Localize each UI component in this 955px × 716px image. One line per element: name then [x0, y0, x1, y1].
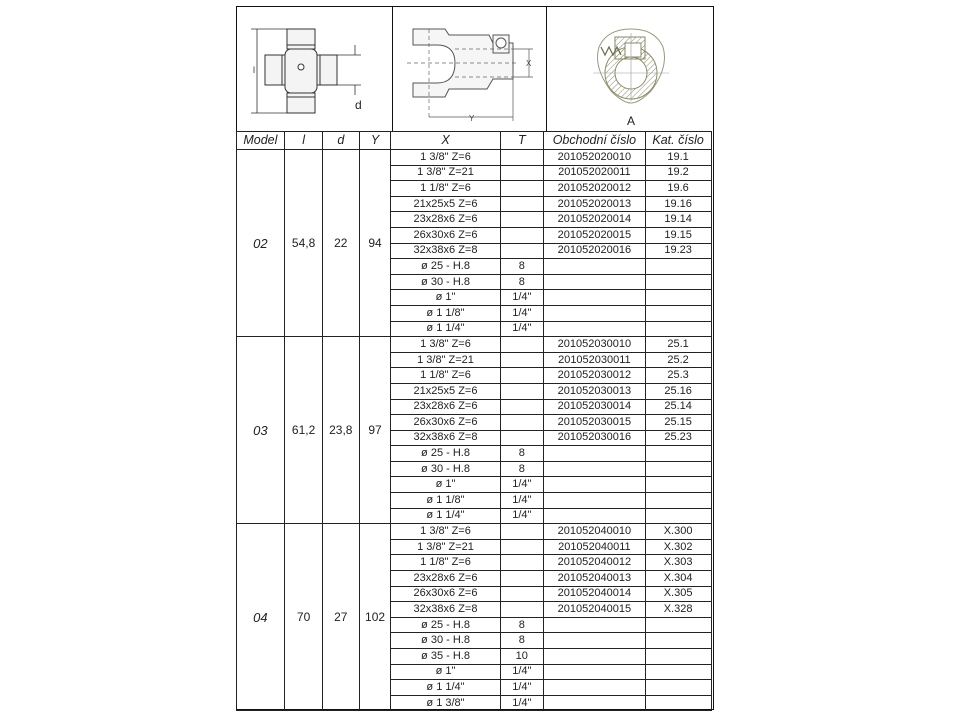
x-cell: ø 1" — [391, 664, 500, 680]
catalog-number-cell: 19.1 — [645, 150, 711, 166]
catalog-number-cell: 25.1 — [645, 337, 711, 353]
catalog-number-cell: 25.15 — [645, 415, 711, 431]
header-order-number: Obchodní číslo — [544, 132, 646, 150]
label-d: d — [355, 98, 362, 112]
order-number-cell — [544, 446, 646, 462]
group-model-cell: 04 — [236, 524, 285, 711]
t-cell — [500, 368, 544, 384]
order-number-cell: 201052030014 — [544, 399, 646, 415]
t-cell — [500, 243, 544, 259]
x-cell: ø 1 1/8" — [391, 493, 500, 509]
catalog-number-cell: 19.15 — [645, 227, 711, 243]
order-number-cell — [544, 649, 646, 665]
t-cell — [500, 415, 544, 431]
group-d-cell: 22 — [322, 150, 359, 337]
x-cell: 1 3/8" Z=21 — [391, 352, 500, 368]
catalog-number-cell: 19.14 — [645, 212, 711, 228]
t-cell: 10 — [500, 649, 544, 665]
x-cell: ø 1 3/8" — [391, 695, 500, 711]
catalog-number-cell: 19.2 — [645, 165, 711, 181]
t-cell — [500, 524, 544, 540]
x-cell: 26x30x6 Z=6 — [391, 586, 500, 602]
x-cell: ø 30 - H.8 — [391, 274, 500, 290]
order-number-cell: 201052040011 — [544, 539, 646, 555]
order-number-cell — [544, 695, 646, 711]
order-number-cell: 201052020015 — [544, 227, 646, 243]
x-cell: 1 3/8" Z=6 — [391, 337, 500, 353]
t-cell — [500, 150, 544, 166]
cross-joint-icon — [237, 7, 391, 131]
t-cell — [500, 571, 544, 587]
group-l-cell: 61,2 — [285, 337, 323, 524]
group-y-cell: 94 — [359, 150, 391, 337]
group-l-cell: 54,8 — [285, 150, 323, 337]
order-number-cell — [544, 680, 646, 696]
t-cell: 1/4" — [500, 290, 544, 306]
x-cell: 26x30x6 Z=6 — [391, 415, 500, 431]
t-cell — [500, 196, 544, 212]
group-y-cell: 102 — [359, 524, 391, 711]
order-number-cell: 201052040012 — [544, 555, 646, 571]
x-cell: 32x38x6 Z=8 — [391, 430, 500, 446]
catalog-number-cell — [645, 446, 711, 462]
order-number-cell — [544, 290, 646, 306]
catalog-number-cell: 25.14 — [645, 399, 711, 415]
t-cell — [500, 383, 544, 399]
order-number-cell — [544, 493, 646, 509]
group-d-cell: 27 — [322, 524, 359, 711]
order-number-cell: 201052020011 — [544, 165, 646, 181]
t-cell — [500, 212, 544, 228]
x-cell: 32x38x6 Z=8 — [391, 602, 500, 618]
t-cell — [500, 227, 544, 243]
catalog-number-cell: X.300 — [645, 524, 711, 540]
catalog-number-cell — [645, 617, 711, 633]
t-cell: 1/4" — [500, 321, 544, 337]
yoke-icon — [393, 7, 545, 131]
t-cell: 1/4" — [500, 695, 544, 711]
t-cell — [500, 337, 544, 353]
group-y-cell: 97 — [359, 337, 391, 524]
order-number-cell — [544, 274, 646, 290]
cross-joint-drawing — [237, 7, 393, 132]
t-cell — [500, 352, 544, 368]
header-x: X — [391, 132, 500, 150]
catalog-number-cell — [645, 493, 711, 509]
t-cell: 8 — [500, 617, 544, 633]
catalog-number-cell — [645, 695, 711, 711]
header-y: Y — [359, 132, 391, 150]
x-cell: ø 25 - H.8 — [391, 446, 500, 462]
catalog-number-cell: X.328 — [645, 602, 711, 618]
x-cell: 1 3/8" Z=21 — [391, 539, 500, 555]
table-header — [236, 132, 711, 150]
catalog-number-cell: X.304 — [645, 571, 711, 587]
catalog-number-cell: 25.23 — [645, 430, 711, 446]
x-cell: 23x28x6 Z=6 — [391, 571, 500, 587]
order-number-cell: 201052020013 — [544, 196, 646, 212]
t-cell — [500, 430, 544, 446]
group-model-cell: 03 — [236, 337, 285, 524]
order-number-cell: 201052040014 — [544, 586, 646, 602]
order-number-cell: 201052030015 — [544, 415, 646, 431]
order-number-cell: 201052040010 — [544, 524, 646, 540]
order-number-cell: 201052020014 — [544, 212, 646, 228]
x-cell: ø 1" — [391, 477, 500, 493]
t-cell — [500, 555, 544, 571]
x-cell: ø 25 - H.8 — [391, 259, 500, 275]
catalog-number-cell — [645, 259, 711, 275]
catalog-number-cell — [645, 477, 711, 493]
t-cell: 8 — [500, 461, 544, 477]
header-t: T — [500, 132, 544, 150]
catalog-number-cell — [645, 680, 711, 696]
order-number-cell — [544, 664, 646, 680]
order-number-cell — [544, 617, 646, 633]
order-number-cell: 201052020016 — [544, 243, 646, 259]
x-cell: ø 1 1/8" — [391, 305, 500, 321]
x-cell: ø 1 1/4" — [391, 321, 500, 337]
order-number-cell: 201052030016 — [544, 430, 646, 446]
catalog-number-cell — [645, 321, 711, 337]
group-l-cell: 70 — [285, 524, 323, 711]
catalog-number-cell — [645, 274, 711, 290]
x-cell: 1 3/8" Z=6 — [391, 150, 500, 166]
header-l: l — [285, 132, 323, 150]
header-d: d — [322, 132, 359, 150]
order-number-cell — [544, 321, 646, 337]
section-caption: A — [627, 114, 636, 128]
section-drawing — [547, 7, 713, 132]
spline-section-icon — [547, 7, 713, 131]
x-cell: 1 1/8" Z=6 — [391, 368, 500, 384]
group-model-cell: 02 — [236, 150, 285, 337]
t-cell: 1/4" — [500, 477, 544, 493]
catalog-number-cell — [645, 508, 711, 524]
group-d-cell: 23,8 — [322, 337, 359, 524]
order-number-cell — [544, 461, 646, 477]
table-row — [236, 337, 711, 353]
t-cell: 1/4" — [500, 680, 544, 696]
x-cell: 26x30x6 Z=6 — [391, 227, 500, 243]
table-row — [236, 150, 711, 166]
x-cell: 1 1/8" Z=6 — [391, 181, 500, 197]
x-cell: ø 1" — [391, 290, 500, 306]
catalog-number-cell: 25.16 — [645, 383, 711, 399]
x-cell: 1 3/8" Z=6 — [391, 524, 500, 540]
t-cell: 1/4" — [500, 508, 544, 524]
x-cell: ø 35 - H.8 — [391, 649, 500, 665]
order-number-cell — [544, 508, 646, 524]
t-cell: 8 — [500, 274, 544, 290]
label-l: l — [253, 65, 255, 75]
x-cell: 21x25x5 Z=6 — [391, 383, 500, 399]
header-catalog-number: Kat. číslo — [645, 132, 711, 150]
t-cell: 8 — [500, 259, 544, 275]
catalog-number-cell — [645, 664, 711, 680]
t-cell: 1/4" — [500, 305, 544, 321]
x-cell: ø 30 - H.8 — [391, 633, 500, 649]
order-number-cell: 201052020010 — [544, 150, 646, 166]
parts-table — [236, 131, 712, 711]
x-cell: ø 25 - H.8 — [391, 617, 500, 633]
catalog-number-cell: X.302 — [645, 539, 711, 555]
catalog-number-cell — [645, 461, 711, 477]
product-sheet — [236, 6, 714, 710]
catalog-number-cell — [645, 633, 711, 649]
catalog-number-cell — [645, 290, 711, 306]
x-cell: 23x28x6 Z=6 — [391, 399, 500, 415]
x-cell: 32x38x6 Z=8 — [391, 243, 500, 259]
order-number-cell: 201052030012 — [544, 368, 646, 384]
catalog-number-cell: X.303 — [645, 555, 711, 571]
order-number-cell — [544, 477, 646, 493]
catalog-number-cell: 25.2 — [645, 352, 711, 368]
order-number-cell — [544, 259, 646, 275]
label-x: X — [526, 59, 532, 68]
t-cell: 8 — [500, 446, 544, 462]
catalog-number-cell — [645, 305, 711, 321]
yoke-drawing — [393, 7, 547, 132]
t-cell: 8 — [500, 633, 544, 649]
order-number-cell: 201052020012 — [544, 181, 646, 197]
x-cell: ø 1 1/4" — [391, 680, 500, 696]
order-number-cell: 201052040013 — [544, 571, 646, 587]
t-cell: 1/4" — [500, 493, 544, 509]
t-cell: 1/4" — [500, 664, 544, 680]
x-cell: 23x28x6 Z=6 — [391, 212, 500, 228]
table-row — [236, 524, 711, 540]
order-number-cell: 201052040015 — [544, 602, 646, 618]
order-number-cell — [544, 305, 646, 321]
catalog-number-cell: 19.23 — [645, 243, 711, 259]
x-cell: 1 1/8" Z=6 — [391, 555, 500, 571]
x-cell: ø 30 - H.8 — [391, 461, 500, 477]
order-number-cell: 201052030010 — [544, 337, 646, 353]
t-cell — [500, 586, 544, 602]
header-model: Model — [236, 132, 285, 150]
order-number-cell: 201052030013 — [544, 383, 646, 399]
t-cell — [500, 181, 544, 197]
catalog-number-cell — [645, 649, 711, 665]
x-cell: 1 3/8" Z=21 — [391, 165, 500, 181]
t-cell — [500, 399, 544, 415]
label-y: Y — [469, 114, 475, 123]
x-cell: 21x25x5 Z=6 — [391, 196, 500, 212]
order-number-cell — [544, 633, 646, 649]
catalog-number-cell: 19.6 — [645, 181, 711, 197]
x-cell: ø 1 1/4" — [391, 508, 500, 524]
t-cell — [500, 539, 544, 555]
t-cell — [500, 165, 544, 181]
t-cell — [500, 602, 544, 618]
catalog-number-cell: X.305 — [645, 586, 711, 602]
catalog-number-cell: 25.3 — [645, 368, 711, 384]
catalog-number-cell: 19.16 — [645, 196, 711, 212]
order-number-cell: 201052030011 — [544, 352, 646, 368]
